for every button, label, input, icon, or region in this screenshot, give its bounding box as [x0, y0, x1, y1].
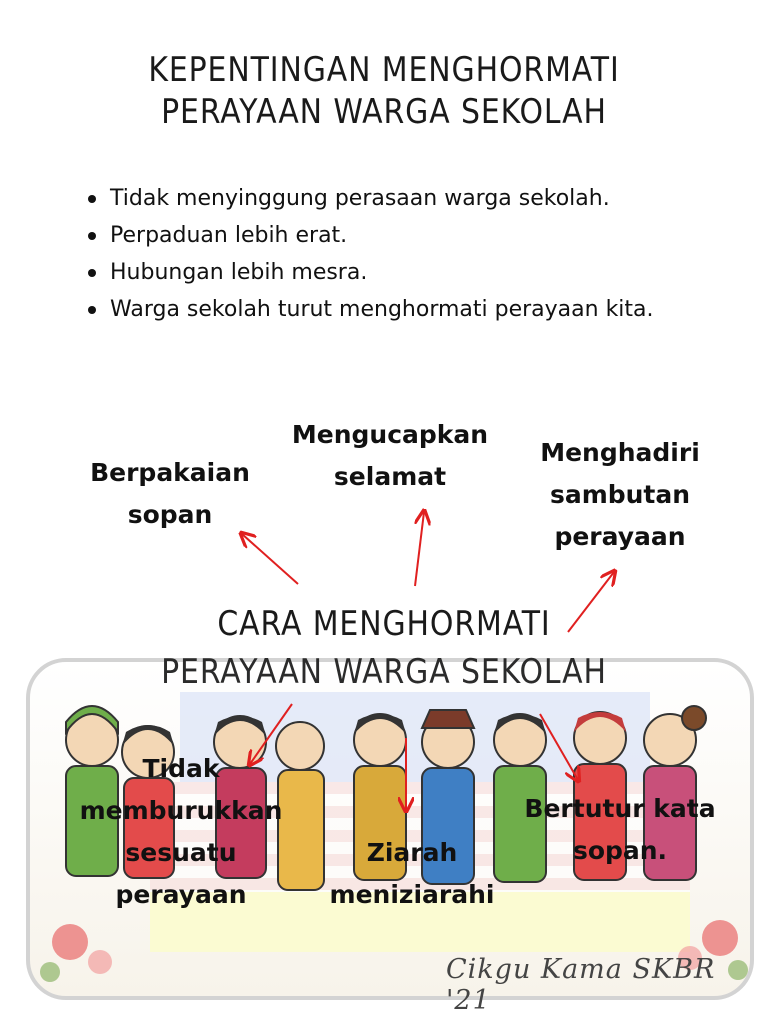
- node-menghadiri: Menghadiri sambutan perayaan: [540, 438, 700, 551]
- arrow-to-berpakaian: [242, 534, 298, 584]
- list-item: Tidak menyinggung perasaan warga sekolah.: [86, 180, 746, 217]
- importance-list: [86, 180, 746, 328]
- node-bertutur: Bertutur kata sopan.: [524, 794, 716, 865]
- author-signature: Cikgu Kama SKBR '21: [446, 954, 716, 1016]
- list-item: Perpaduan lebih erat.: [86, 217, 746, 254]
- arrow-to-mengucapkan: [415, 512, 424, 586]
- list-item: Hubungan lebih mesra.: [86, 254, 746, 291]
- node-ziarah: Ziarah meniziarahi: [329, 838, 495, 909]
- diagram-center-line1: CARA MENGHORMATI: [217, 604, 551, 644]
- list-item: Warga sekolah turut menghormati perayaan kita.: [86, 291, 746, 328]
- flower-decoration-left: [40, 924, 112, 982]
- diagram-center-line2: PERAYAAN WARGA SEKOLAH: [161, 652, 607, 692]
- page-title-line2: PERAYAAN WARGA SEKOLAH: [161, 92, 607, 132]
- node-tidak: Tidak memburukkan sesuatu perayaan: [79, 754, 283, 909]
- page-title-line1: KEPENTINGAN MENGHORMATI: [148, 50, 620, 90]
- node-mengucapkan: Mengucapkan selamat: [291, 420, 489, 491]
- node-berpakaian: Berpakaian sopan: [90, 458, 250, 529]
